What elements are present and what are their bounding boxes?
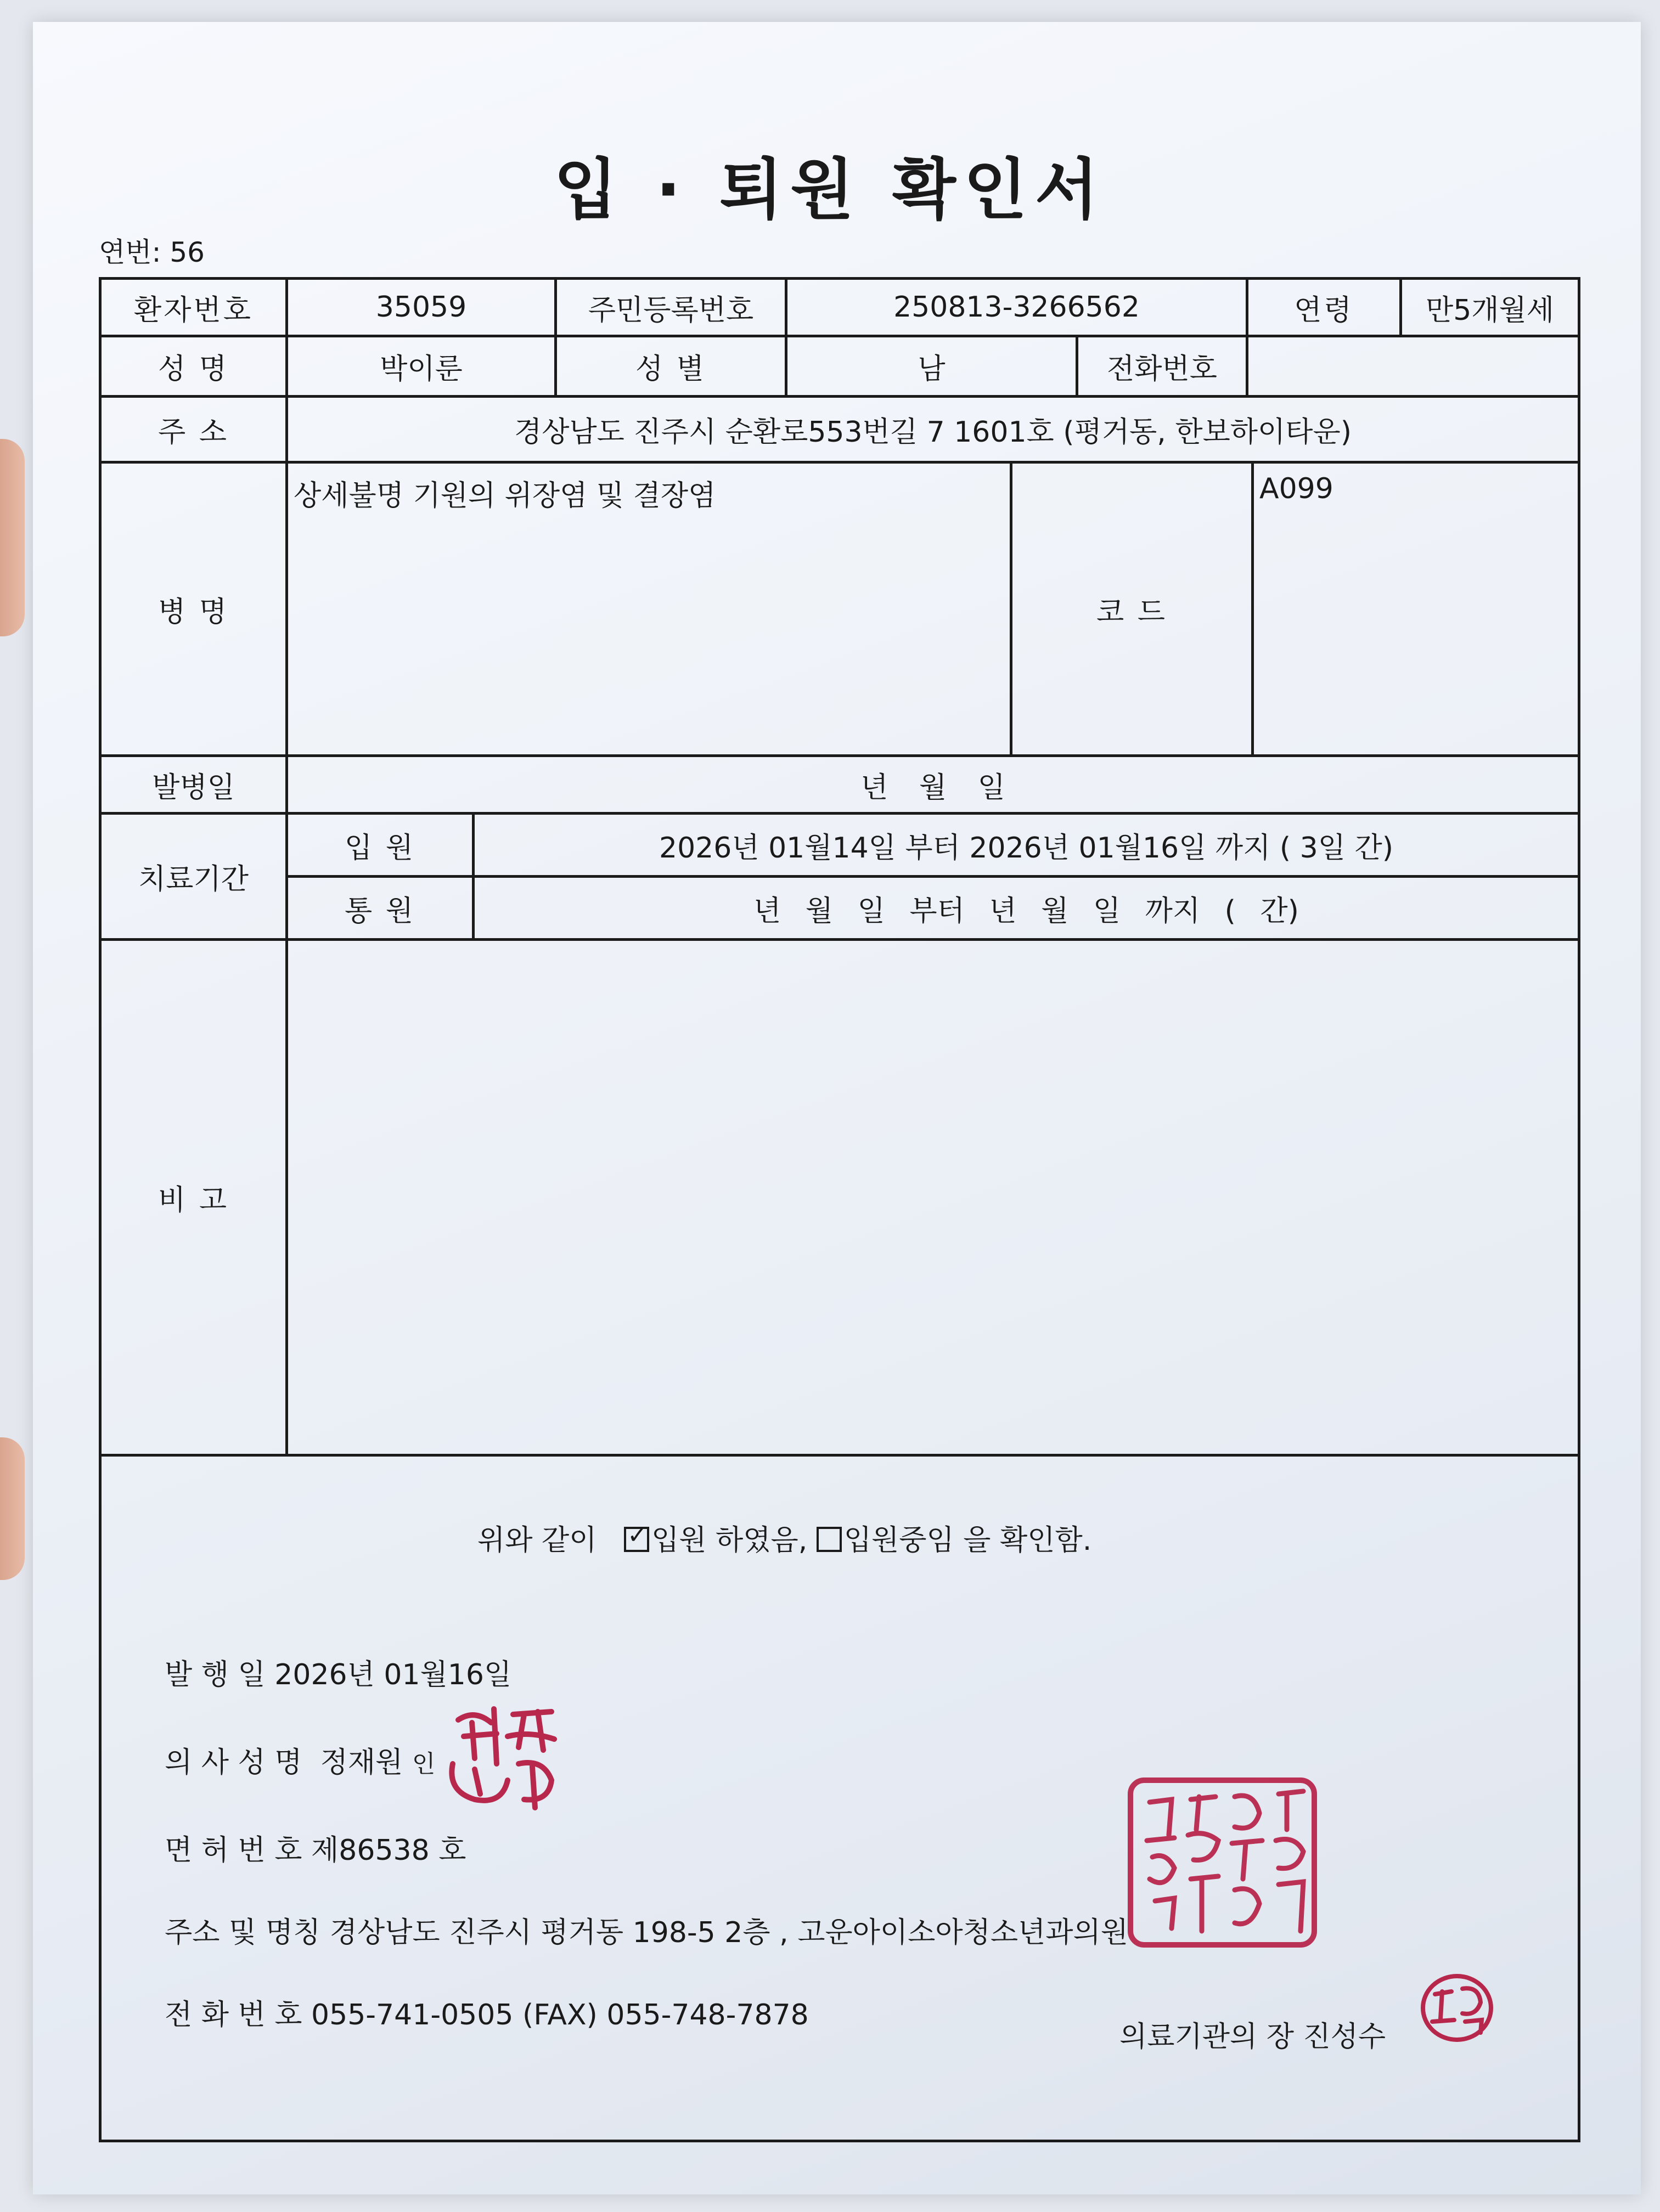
address-value: 경상남도 진주시 순환로553번길 7 1601호 (평거동, 한보하이타운)	[514, 416, 1352, 449]
head-seal-stamp	[1416, 1970, 1498, 2046]
doctor-name: 정재원	[320, 1746, 403, 1779]
remarks-label: 비 고	[158, 1184, 229, 1217]
admitted-checkbox[interactable]	[624, 1527, 649, 1552]
sex-value: 남	[918, 353, 946, 386]
outpatient-label: 통 원	[345, 894, 415, 928]
phone-value	[1248, 337, 1578, 395]
finger-shadow	[0, 439, 25, 636]
outpatient-period: 년 월 일 부터 년 월 일 까지 ( 간)	[753, 894, 1299, 928]
onset-label: 발병일	[152, 771, 235, 804]
inpatient-label: 입 원	[345, 831, 415, 865]
name-label: 성 명	[158, 353, 229, 386]
remarks-value	[288, 941, 1578, 1454]
name-value: 박이룬	[380, 353, 463, 386]
doctor-seal-stamp	[442, 1698, 568, 1813]
rrn-label: 주민등록번호	[588, 294, 754, 327]
age-value: 만5개월세	[1425, 294, 1554, 327]
onset-value: 년 월 일	[860, 771, 1005, 804]
row-divider	[99, 1454, 1580, 1457]
code-value: A099	[1259, 472, 1333, 505]
institution-head: 의료기관의 장 진성수	[1119, 2021, 1386, 2053]
document-title: 입 · 퇴원 확인서	[554, 152, 1106, 228]
finger-shadow	[0, 1437, 25, 1580]
phone-fax: 전 화 번 호 055-741-0505 (FAX) 055-748-7878	[165, 1999, 809, 2032]
issue-date: 발 행 일 2026년 01월16일	[165, 1658, 512, 1691]
admitted-option: 입원 하였음,	[651, 1524, 808, 1557]
seal-mark: 인	[412, 1750, 436, 1778]
phone-label: 전화번호	[1107, 353, 1217, 386]
serial-number: 연번: 56	[99, 236, 205, 268]
confirmation-statement	[477, 1517, 1091, 1558]
diagnosis-value: 상세불명 기원의 위장염 및 결장염	[294, 479, 716, 512]
hospitalized-option: 입원중임	[843, 1524, 954, 1557]
license-number: 면 허 번 호 제86538 호	[165, 1834, 466, 1867]
confirmation-suffix: 을 확인함.	[963, 1524, 1092, 1557]
rrn-value: 250813-3266562	[893, 291, 1140, 324]
patient-id-value: 35059	[375, 291, 467, 324]
address-label: 주 소	[158, 416, 229, 449]
treatment-label: 치료기간	[138, 863, 249, 896]
doctor-line	[165, 1739, 435, 1780]
confirmation-prefix: 위와 같이	[477, 1524, 597, 1557]
table-border-right	[1578, 277, 1580, 2142]
hospitalized-checkbox[interactable]	[817, 1527, 842, 1552]
inpatient-period: 2026년 01월14일 부터 2026년 01월16일 까지 ( 3일 간)	[659, 831, 1394, 865]
code-label: 코 드	[1096, 595, 1167, 629]
doctor-label: 의 사 성 명	[165, 1746, 302, 1779]
age-label: 연령	[1294, 294, 1354, 327]
diagnosis-label: 병 명	[158, 595, 229, 629]
sex-label: 성 별	[635, 353, 706, 386]
hospital-seal-stamp	[1122, 1769, 1325, 1956]
table-border-bottom	[99, 2140, 1580, 2142]
patient-id-label: 환자번호	[134, 294, 253, 327]
institution-address: 주소 및 명칭 경상남도 진주시 평거동 198-5 2층 , 고운아이소아청소년과의원	[165, 1916, 1128, 1949]
